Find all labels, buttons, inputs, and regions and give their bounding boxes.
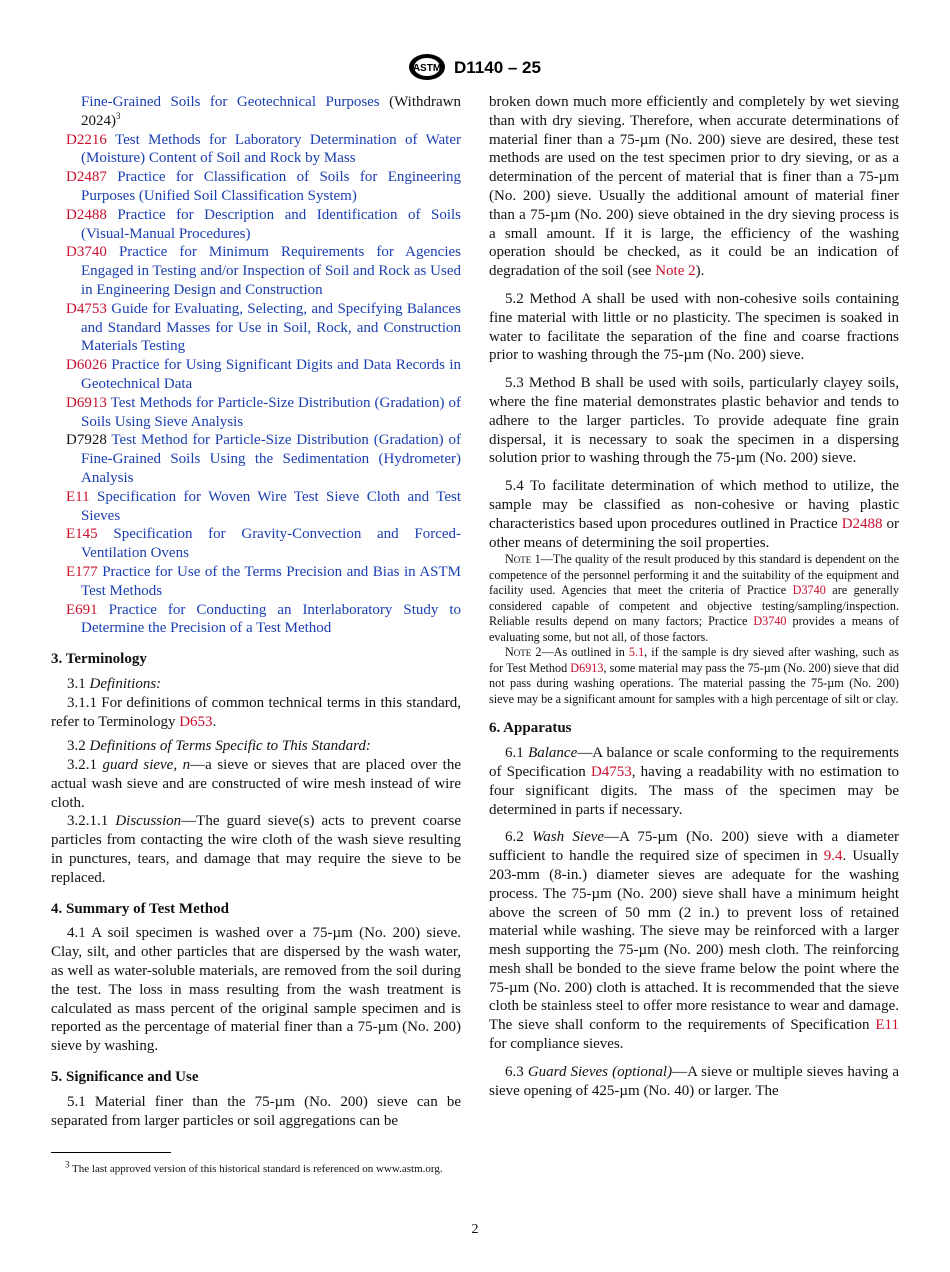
reference-item xyxy=(51,93,461,131)
reference-item xyxy=(51,300,461,356)
reference-code-link[interactable]: E691 xyxy=(66,601,98,618)
para-5-2: 5.2 Method A shall be used with non-cohesive soils containing fine material with little or no plasticity. The specimen is soaked in water to facilitate the separation of the fine and coarse fractions prior to washing through the 75-µm (No. 200) sieve. xyxy=(489,290,899,364)
reference-code-link[interactable]: D4753 xyxy=(66,300,107,317)
section-4-heading: 4. Summary of Test Method xyxy=(51,900,229,917)
page-header xyxy=(0,56,950,86)
para-3-2-1: 3.2.1 guard sieve, n—a sieve or sieves that are placed over the actual wash sieve and are constructed of wire mesh instead of wire cloth. xyxy=(51,757,462,811)
reference-code-link: D7928 xyxy=(66,432,107,449)
reference-item xyxy=(51,563,461,601)
para-6-3: 6.3 Guard Sieves (optional)—A sieve or multiple sieves having a sieve opening of 425-µm (No. 40) or larger. The xyxy=(489,1063,899,1099)
section-5-heading: 5. Significance and Use xyxy=(51,1069,199,1086)
document-designation: D1140 – 25 xyxy=(454,58,541,77)
reference-suffix: (Withdrawn 2024) xyxy=(81,94,461,129)
right-column xyxy=(489,93,899,1100)
reference-title[interactable]: Test Methods for Particle-Size Distribution (Gradation) of Soils Using Sieve Analysis xyxy=(81,394,462,430)
reference-code-link[interactable]: E11 xyxy=(66,488,90,505)
link-note-2[interactable]: Note 2 xyxy=(655,263,696,280)
reference-title[interactable]: Practice for Conducting an Interlaboratory Study to Determine the Precision of a Test Method xyxy=(81,601,461,637)
footnote-marker: 3 xyxy=(116,110,121,121)
reference-title[interactable]: Practice for Classification of Soils for Engineering Purposes (Unified Soil Classification System) xyxy=(81,169,462,204)
left-column xyxy=(51,93,461,1130)
section-6-heading: 6. Apparatus xyxy=(489,720,572,737)
reference-title[interactable]: Fine-Grained Soils for Geotechnical Purposes xyxy=(81,94,380,110)
reference-title[interactable]: Specification for Woven Wire Test Sieve Cloth and Test Sieves xyxy=(81,488,461,524)
para-6-2: 6.2 Wash Sieve—A 75-µm (No. 200) sieve with a diameter sufficient to handle the required size of specimen in 9.4. Usually 203-mm (8-in.) diameter sieves are adequate for the washing process. The 75-µm (No. 200) sieve shall have a minimum height above the screen of 50 mm (2 in.) to prevent loss of retained material while washing. The sieve may be reinforced with a larger mesh supporting the 75-µm (No. 200) mesh cloth. The reinforcing mesh shall be bonded to the sieve frame below the point where the 75-µm (No. 200) cloth is attached. It is recommended that the sieve cloth be stainless steel to offer more resistance to wear and damage. The sieve shall conform to the requirements of Specification E11 for compliance sieves. xyxy=(489,829,900,1053)
para-6-1: 6.1 Balance—A balance or scale conforming to the requirements of Specification D4753, having a readability with no estimation to four significant digits. The mass of the specimen may be determined in parts if necessary. xyxy=(489,745,900,818)
reference-item xyxy=(51,168,461,206)
note-2: Note 2—As outlined in 5.1, if the sample is dry sieved after washing, such as for Test Method D6913, some material may pass the 75-µm (No. 200) sieve that did not pass during washing operations. The material passing the 75-µm (No. 200) sieve may be a significant amount for samples with a high percentage of silt or clay. xyxy=(489,645,899,706)
para-5-4: 5.4 To facilitate determination of which method to utilize, the sample may be classified as non-cohesive or having plastic characteristics based upon procedures outlined in Practice D2488 or other means of determining the soil properties. xyxy=(489,478,899,551)
reference-title[interactable]: Practice for Use of the Terms Precision and Bias in ASTM Test Methods xyxy=(81,563,462,599)
reference-code-link[interactable]: D2487 xyxy=(66,169,107,186)
reference-item xyxy=(51,525,461,563)
para-3-1-1: 3.1.1 For definitions of common technical terms in this standard, refer to Terminology D653. xyxy=(51,694,461,730)
link-d6913[interactable]: D6913 xyxy=(570,660,604,675)
para-4-1: 4.1 A soil specimen is washed over a 75-µm (No. 200) sieve. Clay, silt, and other particles that are dispersed by the wash water, as well as water-soluble materials, are removed from the soil during the test. The loss in mass resulting from the wash treatment is calculated as mass percent of the original sample specimen and is reported as the percentage of material finer than a 75-µm (No. 200) sieve by washing. xyxy=(51,925,461,1055)
reference-code-link[interactable]: D2216 xyxy=(66,131,107,148)
para-3-2-1-1: 3.2.1.1 Discussion—The guard sieve(s) acts to prevent coarse particles from contacting the wire cloth of the wash sieve resulting in punctures, tears, and damage that may require the sieve to be replaced. xyxy=(51,813,461,886)
para-3-2: 3.2 Definitions of Terms Specific to This Standard: xyxy=(67,738,371,755)
astm-logo-icon xyxy=(407,52,447,82)
footnote-3: $^3$ The last approved version of this historical standard is referenced on www.astm.org. xyxy=(65,1159,443,1175)
reference-item xyxy=(51,131,461,169)
reference-title[interactable]: Test Method for Particle-Size Distribution (Gradation) of Fine-Grained Soils Using the Sedimentation (Hydrometer) Analysis xyxy=(81,432,462,486)
reference-code-link[interactable]: D3740 xyxy=(66,244,107,261)
reference-item xyxy=(51,394,461,432)
link-e11[interactable]: E11 xyxy=(875,1017,899,1034)
reference-title[interactable]: Specification for Gravity-Convection and Forced-Ventilation Ovens xyxy=(81,526,462,562)
reference-code-link[interactable]: D6913 xyxy=(66,394,107,411)
link-5-1[interactable]: 5.1 xyxy=(628,645,645,660)
reference-item xyxy=(51,206,461,244)
reference-item xyxy=(51,356,461,394)
reference-item xyxy=(51,431,461,487)
reference-code-link[interactable]: D6026 xyxy=(66,357,107,374)
reference-item xyxy=(51,601,461,639)
para-5-1-continued: broken down much more efficiently and completely by wet sieving than with dry sieving. Therefore, when accurate determinations of material finer than a 75-µm (No. 200) sieve are desired, these test methods are used on the test specimen prior to dry sieving, or as a determination of the percent of material that is finer than a 75-µm (No. 200) sieve. Usually the additional amount of material finer than a 75-µm (No. 200) sieve obtained in the dry sieving process is a small amount. If it is large, the efficiency of the washing operation should be checked, as it could be an indication of degradation of the soil (see Note 2). xyxy=(489,94,899,280)
page-number: 2 xyxy=(471,1222,479,1237)
para-5-1-start: 5.1 Material finer than the 75-µm (No. 200) sieve can be separated from larger particles or soil aggregations can be xyxy=(51,1093,461,1129)
reference-list xyxy=(51,93,461,638)
footnote-divider xyxy=(51,1152,171,1153)
reference-title[interactable]: Guide for Evaluating, Selecting, and Specifying Balances and Standard Masses for Use in Soil, Rock, and Construction Materials Testing xyxy=(81,300,462,355)
reference-title[interactable]: Practice for Description and Identification of Soils (Visual-Manual Procedures) xyxy=(81,206,462,242)
section-3-heading: 3. Terminology xyxy=(51,651,147,668)
reference-item xyxy=(51,243,461,299)
reference-item xyxy=(51,488,461,526)
link-9-4[interactable]: 9.4 xyxy=(823,848,843,865)
svg-text:ASTM: ASTM xyxy=(412,63,442,74)
reference-code-link[interactable]: D2488 xyxy=(66,206,107,223)
note-1: Note 1—The quality of the result produced by this standard is dependent on the competence of the personnel performing it and the suitability of the equipment and facility used. Agencies that meet the criteria of Practice D3740 are generally considered capable of competent and objective testing/sampling/inspection. Reliable results depend on many factors; Practice D3740 provides a means of evaluating some, but not all, of those factors. xyxy=(489,552,900,644)
para-3-1: 3.1 Definitions: xyxy=(67,675,162,692)
reference-title[interactable]: Practice for Using Significant Digits and Data Records in Geotechnical Data xyxy=(81,357,461,392)
link-d3740-a[interactable]: D3740 xyxy=(792,583,826,598)
link-d4753[interactable]: D4753 xyxy=(590,763,632,780)
reference-code-link[interactable]: E145 xyxy=(66,526,98,543)
reference-title[interactable]: Test Methods for Laboratory Determination of Water (Moisture) Content of Soil and Rock by Mass xyxy=(81,131,461,167)
reference-code-link[interactable]: E177 xyxy=(66,563,98,580)
para-5-3: 5.3 Method B shall be used with soils, particularly clayey soils, where the fine material demonstrates plastic behavior and tends to adhere to the larger particles. To provide adequate fine grain dispersal, it is necessary to soak the specimen in a dispersing solution prior to washing through the 75-µm (No. 200) sieve. xyxy=(489,375,899,467)
link-d3740-b[interactable]: D3740 xyxy=(753,614,787,629)
link-d2488[interactable]: D2488 xyxy=(841,515,883,532)
reference-title[interactable]: Practice for Minimum Requirements for Agencies Engaged in Testing and/or Inspection of Soil and Rock as Used in Engineering Design and Construction xyxy=(81,244,461,298)
link-d653[interactable]: D653 xyxy=(179,713,213,730)
